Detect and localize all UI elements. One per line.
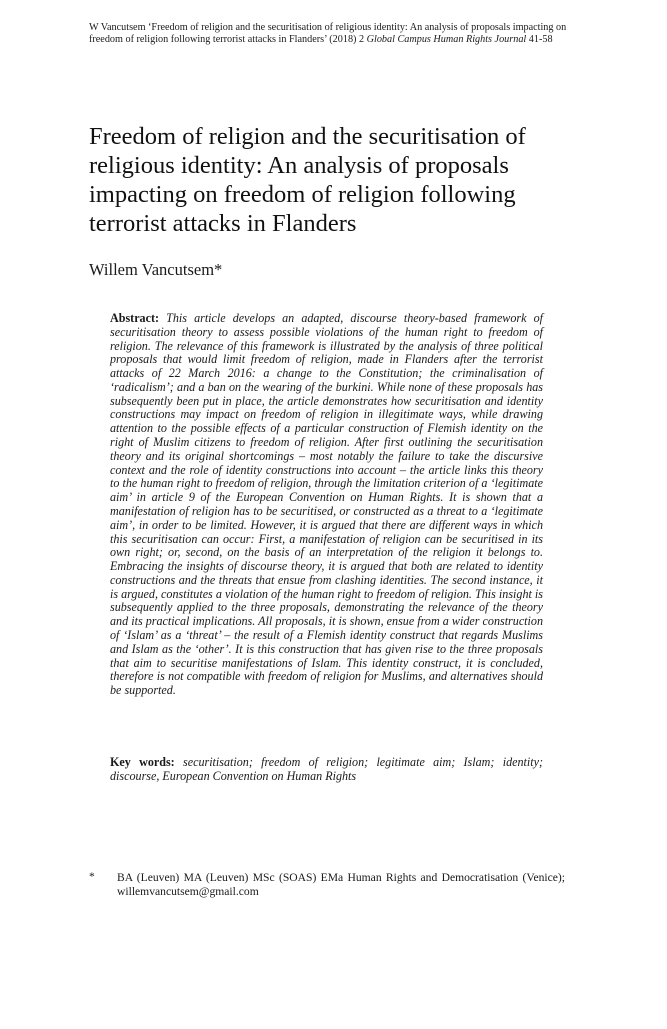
- abstract-label: Abstract:: [110, 311, 160, 325]
- running-head-pages: 41-58: [526, 33, 553, 45]
- keywords-text: securitisation; freedom of religion; legitimate aim; Islam; identity; discourse, European Convention on Human Rights: [110, 755, 544, 783]
- article-title: Freedom of religion and the securitisation of religious identity: An analysis of proposals impacting on freedom of religion following terrorist attacks in Flanders: [89, 123, 526, 237]
- footnote-mark: *: [89, 871, 95, 883]
- keywords: [110, 755, 543, 783]
- keywords-label: Key words:: [110, 755, 175, 769]
- author-footnote: BA (Leuven) MA (Leuven) MSc (SOAS) EMa Human Rights and Democratisation (Venice); willemvancutsem@gmail.com: [117, 871, 565, 898]
- abstract: [110, 312, 543, 698]
- running-head-journal: Global Campus Human Rights Journal: [366, 33, 527, 45]
- abstract-text: This article develops an adapted, discourse theory-based framework of securitisation theory to assess possible violations of the human right to freedom of religion. The relevance of this framework is illustrated by the analysis of three political proposals that would limit freedom of religion, made in Flanders after the terrorist attacks of 22 March 2016: a change to the Constitution; the criminalisation of ‘radicalism’; and a ban on the wearing of the burkini. While none of these proposals has subsequently been put in place, the article demonstrates how securitisation and identity constructions may impact on freedom of religion in illegitimate ways, while drawing attention to the possible effects of a particular construction of Flemish identity on the right of Muslim citizens to freedom of religion. After first outlining the securitisation theory and its original shortcomings – most notably the failure to take the discursive context and the role of identity constructions into account – the article links this theory to the human right to freedom of religion, through the limitation criterion of a ‘legitimate aim’ in article 9 of the European Convention on Human Rights. It is shown that a manifestation of religion has to be securitised, or constructed as a threat to a ‘legitimate aim’, in order to be limited. However, it is argued that there are different ways in which this securitisation can occur: First, a manifestation of religion can be securitised in its own right; or, second, on the basis of an interpretation of the religion it belongs to. Embracing the insights of discourse theory, it is argued that both are related to identity constructions and the threats that ensue from clashing identities. The second instance, it is argued, constitutes a violation of the human right to freedom of religion. This insight is subsequently applied to the three proposals, demonstrating the relevance of the theory and its practical implications. All proposals, it is shown, ensue from a wider construction of ‘Islam’ as a ‘threat’ – the result of a Flemish identity construct that regards Muslims and Islam as the ‘other’. It is this construction that has given rise to the three proposals that aim to securitise manifestations of Islam. This identity construct, it is concluded, therefore is not compatible with freedom of religion for Muslims, and alternatives should be supported.: [110, 311, 543, 698]
- running-head-citation: W Vancutsem ‘Freedom of religion and the securitisation of religious identity: An analysis of proposals impacting on freedom of religion following terrorist attacks in Flanders’ (2018) 2: [89, 22, 567, 45]
- author-name: Willem Vancutsem*: [89, 260, 223, 279]
- running-head: [89, 22, 567, 45]
